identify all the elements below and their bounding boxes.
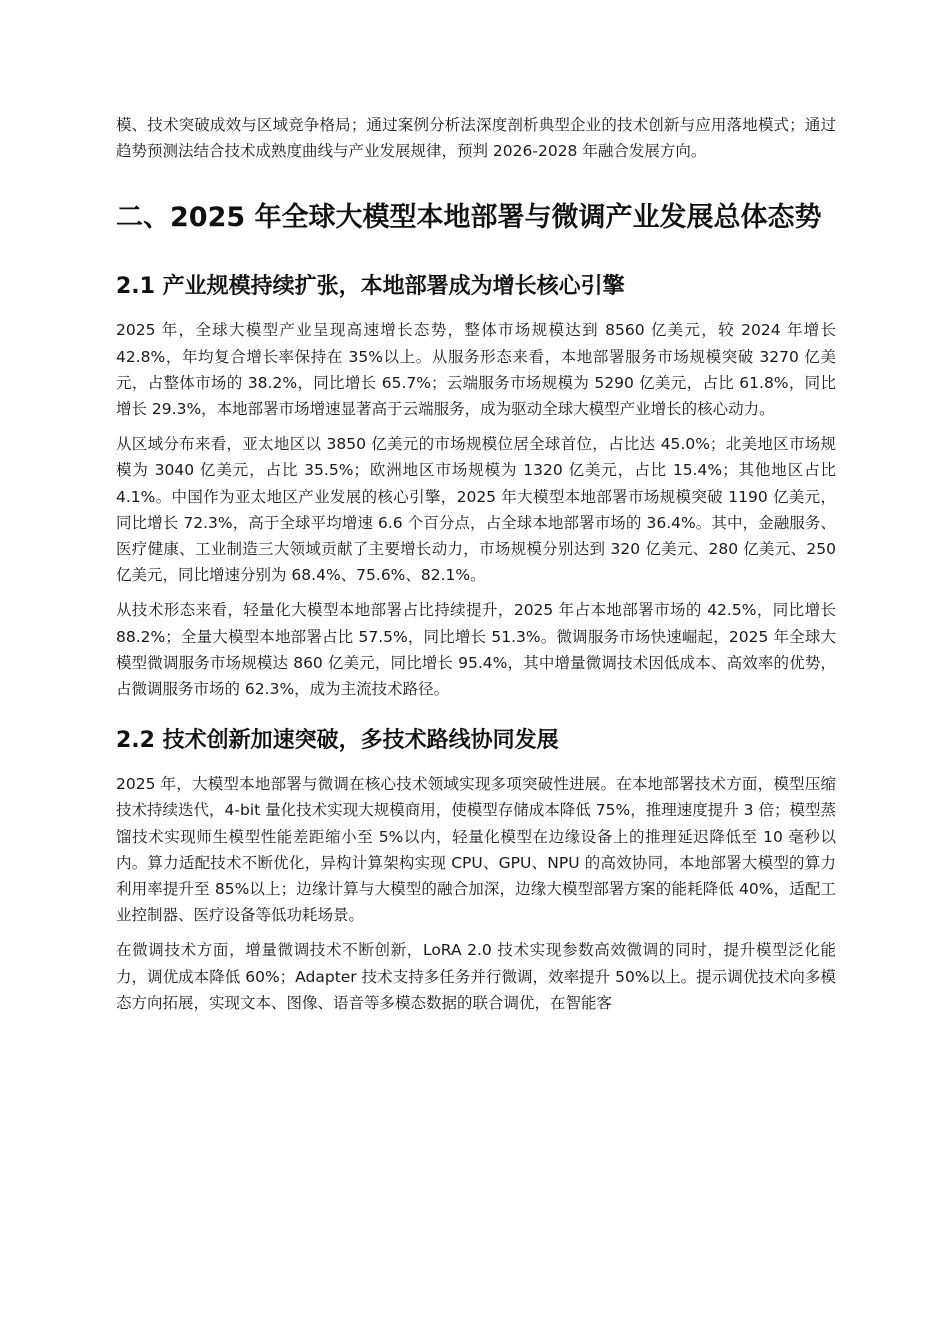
intro-paragraph: 模、技术突破成效与区域竞争格局；通过案例分析法深度剖析典型企业的技术创新与应用落地模式；通过趋势预测法结合技术成熟度曲线与产业发展规律，预判 2026-2028 年融合发展方向。 (116, 116, 836, 161)
chapter-title: 二、2025 年全球大模型本地部署与微调产业发展总体态势 (116, 202, 822, 234)
section-2-title: 2.2 技术创新加速突破，多技术路线协同发展 (116, 728, 559, 754)
section-1-paragraph-3: 从技术形态来看，轻量化大模型本地部署占比持续提升，2025 年占本地部署市场的 42.5%，同比增长 88.2%；全量大模型本地部署占比 57.5%，同比增长 51.3%。微调服务市场快速崛起，2025 年全球大模型微调服务市场规模达 860 亿美元，同比增长 95.4%，其中增量微调技术因低成本、高效率的优势，占微调服务市场的 62.3%，成为主流技术路径。 (116, 601, 836, 699)
section-1-title: 2.1 产业规模持续扩张，本地部署成为增长核心引擎 (116, 274, 625, 300)
section-1-paragraph-1: 2025 年，全球大模型产业呈现高速增长态势，整体市场规模达到 8560 亿美元，较 2024 年增长 42.8%，年均复合增长率保持在 35%以上。从服务形态来看，本地部署服务市场规模突破 3270 亿美元，占整体市场的 38.2%，同比增长 65.7%；云端服务市场规模为 5290 亿美元，占比 61.8%，同比增长 29.3%，本地部署市场增速显著高于云端服务，成为驱动全球大模型产业增长的核心动力。 (116, 321, 836, 419)
document-page (116, 112, 836, 1025)
section-2-paragraph-1: 2025 年，大模型本地部署与微调在核心技术领域实现多项突破性进展。在本地部署技术方面，模型压缩技术持续迭代，4-bit 量化技术实现大规模商用，使模型存储成本降低 75%，推理速度提升 3 倍；模型蒸馏技术实现师生模型性能差距缩小至 5%以内，轻量化模型在边缘设备上的推理延迟降低至 10 毫秒以内。算力适配技术不断优化，异构计算架构实现 CPU、GPU、NPU 的高效协同，本地部署大模型的算力利用率提升至 85%以上；边缘计算与大模型的融合加深，边缘大模型部署方案的能耗降低 40%，适配工业控制器、医疗设备等低功耗场景。 (116, 775, 836, 925)
section-1-paragraph-2: 从区域分布来看，亚太地区以 3850 亿美元的市场规模位居全球首位，占比达 45.0%；北美地区市场规模为 3040 亿美元，占比 35.5%；欧洲地区市场规模为 1320 亿美元，占比 15.4%；其他地区占比 4.1%。中国作为亚太地区产业发展的核心引擎，2025 年大模型本地部署市场规模突破 1190 亿美元，同比增长 72.3%，高于全球平均增速 6.6 个百分点，占全球本地部署市场的 36.4%。其中，金融服务、医疗健康、工业制造三大领域贡献了主要增长动力，市场规模分别达到 320 亿美元、280 亿美元、250 亿美元，同比增速分别为 68.4%、75.6%、82.1%。 (116, 435, 836, 585)
section-2-paragraph-2: 在微调技术方面，增量微调技术不断创新，LoRA 2.0 技术实现参数高效微调的同时，提升模型泛化能力，调优成本降低 60%；Adapter 技术支持多任务并行微调，效率提升 50%以上。提示调优技术向多模态方向拓展，实现文本、图像、语音等多模态数据的联合调优，在智能客 (116, 941, 836, 1012)
